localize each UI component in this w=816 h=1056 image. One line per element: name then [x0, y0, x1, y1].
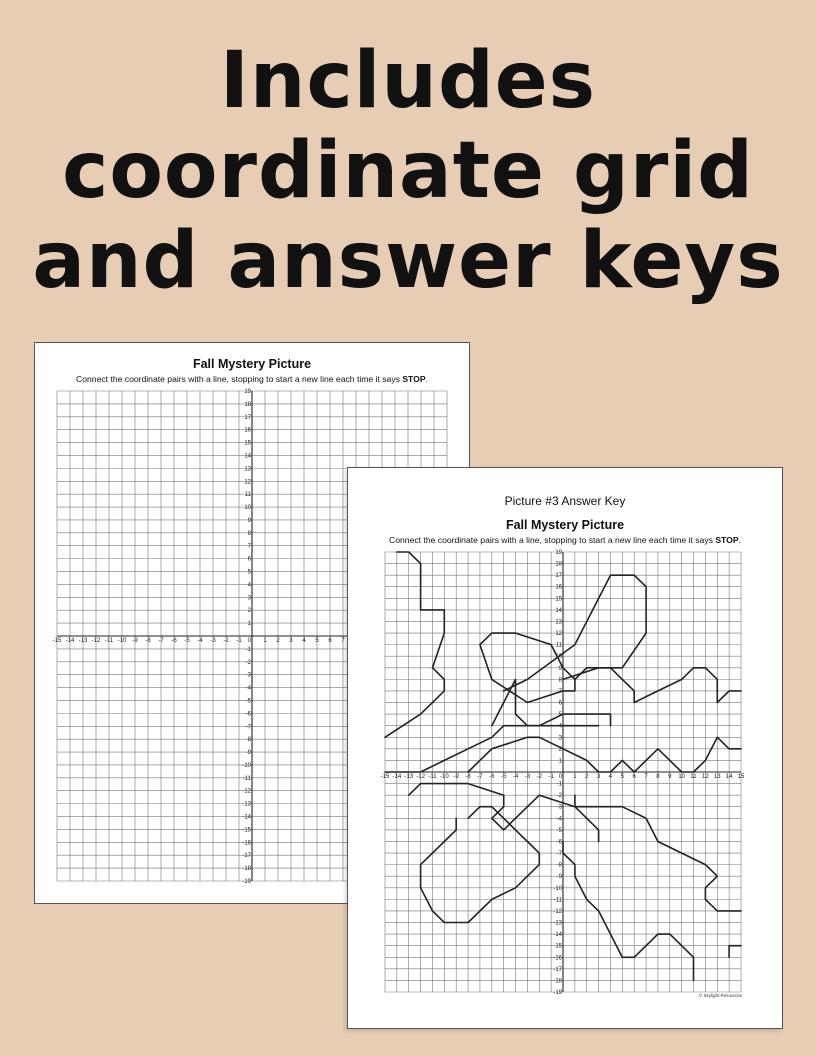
x-tick-label: 12 — [702, 774, 709, 780]
headline — [0, 36, 816, 306]
instructions-text: Connect the coordinate pairs with a line, stopping to start a new line each time it says — [76, 374, 403, 384]
x-tick-label: 4 — [608, 774, 613, 780]
y-tick-label: -1 — [245, 646, 251, 653]
x-tick-label: 7 — [644, 774, 648, 780]
instructions-stop: STOP — [715, 535, 739, 545]
y-tick-label: 2 — [247, 608, 251, 615]
x-tick-label: -9 — [132, 638, 138, 644]
x-tick-label: -3 — [210, 638, 216, 644]
headline-line-2: coordinate grid — [62, 126, 754, 216]
y-tick-label: 18 — [244, 401, 251, 408]
x-tick-label: -3 — [524, 774, 531, 780]
y-tick-label: 5 — [558, 712, 562, 719]
x-tick-label: 3 — [289, 638, 293, 644]
y-tick-label: -6 — [556, 839, 562, 846]
x-tick-label: 10 — [678, 774, 686, 780]
x-tick-label: 2 — [585, 774, 589, 780]
x-tick-label: 5 — [315, 638, 319, 644]
instructions-stop: STOP — [402, 374, 426, 384]
x-tick-label: -15 — [380, 774, 390, 780]
x-tick-label: -5 — [500, 774, 507, 780]
x-tick-label: -1 — [548, 774, 554, 780]
y-tick-label: -12 — [553, 908, 562, 915]
x-tick-label: 5 — [620, 774, 625, 780]
x-tick-label: -13 — [78, 638, 88, 644]
x-tick-label: -15 — [52, 638, 62, 644]
y-tick-label: -10 — [242, 762, 251, 769]
headline-line-3: and answer keys — [32, 216, 784, 306]
y-tick-label: -17 — [553, 966, 562, 973]
x-tick-label: 4 — [302, 638, 306, 644]
y-tick-label: -19 — [553, 990, 562, 996]
y-tick-label: -5 — [245, 698, 251, 705]
y-tick-label: 13 — [244, 466, 251, 473]
y-tick-label: 16 — [244, 427, 251, 434]
y-tick-label: 13 — [555, 619, 562, 626]
y-tick-label: -11 — [553, 897, 562, 904]
y-tick-label: 15 — [555, 596, 562, 603]
y-tick-label: -9 — [556, 874, 562, 881]
x-tick-label: -4 — [197, 638, 203, 644]
instructions-text: Connect the coordinate pairs with a line, stopping to start a new line each time it says — [389, 535, 716, 545]
y-tick-label: -7 — [556, 851, 562, 858]
y-tick-label: 17 — [244, 414, 251, 421]
x-tick-label: 14 — [725, 774, 733, 780]
y-tick-label: -17 — [242, 853, 251, 860]
x-tick-label: -4 — [512, 774, 519, 780]
y-tick-label: 3 — [247, 595, 251, 602]
x-tick-label: -11 — [428, 774, 437, 780]
y-tick-label: -14 — [242, 814, 251, 821]
x-tick-label: -2 — [536, 774, 542, 780]
answer-key-label: Picture #3 Answer Key — [504, 494, 626, 508]
y-tick-label: 10 — [555, 654, 562, 661]
x-tick-label: -10 — [439, 774, 449, 780]
y-tick-label: 8 — [558, 677, 562, 684]
worksheet-instructions — [348, 535, 782, 545]
y-tick-label: 15 — [244, 440, 251, 447]
x-tick-label: 6 — [632, 774, 636, 780]
y-tick-label: -8 — [245, 737, 251, 744]
y-tick-label: -18 — [242, 866, 251, 873]
x-tick-label: -7 — [477, 774, 483, 780]
x-tick-label: -8 — [465, 774, 471, 780]
y-tick-label: 2 — [558, 746, 562, 753]
x-tick-label: 13 — [713, 774, 721, 780]
y-tick-label: 19 — [555, 550, 562, 556]
x-tick-label: 11 — [690, 774, 697, 780]
worksheet-instructions — [35, 374, 469, 384]
picture-line — [729, 946, 741, 958]
x-tick-label: -14 — [392, 774, 402, 780]
y-tick-label: 19 — [244, 389, 251, 395]
y-tick-label: 16 — [555, 584, 562, 591]
y-tick-label: 6 — [558, 700, 562, 707]
x-tick-label: 15 — [737, 774, 745, 780]
y-tick-label: -13 — [553, 920, 562, 927]
y-tick-label: -4 — [556, 816, 562, 823]
y-tick-label: 14 — [555, 607, 562, 614]
y-tick-label: -10 — [553, 885, 562, 892]
y-tick-label: 7 — [558, 688, 562, 695]
x-tick-label: 6 — [328, 638, 332, 644]
worksheet-title: Fall Mystery Picture — [192, 357, 312, 371]
x-tick-label: -6 — [489, 774, 495, 780]
x-tick-label: 3 — [596, 774, 601, 780]
x-tick-label: -14 — [65, 638, 75, 644]
y-tick-label: -12 — [242, 788, 251, 795]
y-tick-label: 9 — [558, 665, 562, 672]
y-tick-label: -4 — [245, 685, 251, 692]
y-tick-label: -3 — [245, 672, 251, 679]
x-tick-label: 1 — [573, 774, 577, 780]
y-tick-label: -3 — [556, 804, 562, 811]
y-tick-label: 6 — [247, 556, 251, 563]
y-tick-label: 11 — [244, 492, 251, 499]
y-tick-label: -2 — [245, 659, 251, 666]
y-tick-label: -1 — [556, 781, 562, 788]
y-tick-label: -16 — [242, 840, 251, 847]
y-tick-label: 12 — [244, 479, 251, 486]
y-tick-label: -2 — [556, 793, 562, 800]
y-tick-label: -13 — [242, 801, 251, 808]
instructions-end: . — [425, 374, 428, 384]
x-tick-label: -6 — [171, 638, 177, 644]
y-tick-label: -18 — [553, 978, 562, 985]
x-tick-label: -2 — [223, 638, 229, 644]
x-tick-label: -13 — [404, 774, 414, 780]
y-tick-label: 1 — [558, 758, 562, 765]
y-tick-label: 11 — [555, 642, 562, 649]
y-tick-label: 4 — [558, 723, 562, 730]
x-tick-label: -12 — [91, 638, 101, 644]
worksheet-title: Fall Mystery Picture — [505, 518, 625, 532]
x-tick-label: -11 — [104, 638, 114, 644]
x-tick-label: -7 — [158, 638, 164, 644]
y-tick-label: 14 — [244, 453, 251, 460]
y-tick-label: -11 — [242, 775, 251, 782]
y-tick-label: -5 — [556, 827, 562, 834]
x-tick-label: -9 — [453, 774, 459, 780]
x-tick-label: -5 — [184, 638, 190, 644]
y-tick-label: 4 — [247, 582, 251, 589]
headline-line-1: Includes — [219, 36, 597, 126]
y-tick-label: -15 — [553, 943, 562, 950]
x-tick-label: -12 — [416, 774, 425, 780]
y-tick-label: -19 — [242, 879, 251, 885]
instructions-end: . — [738, 535, 741, 545]
y-tick-label: -14 — [553, 932, 562, 939]
y-tick-label: 10 — [244, 505, 251, 512]
y-tick-label: -6 — [245, 711, 251, 718]
x-tick-label: 2 — [276, 638, 280, 644]
x-tick-label: -1 — [236, 638, 242, 644]
credit-text: © Skylight Resources — [698, 993, 742, 998]
x-tick-label: -10 — [117, 638, 127, 644]
answer-key-worksheet — [347, 467, 783, 1029]
x-tick-label: -8 — [145, 638, 151, 644]
origin-label: 0 — [247, 638, 251, 644]
origin-label: 0 — [558, 774, 562, 780]
y-tick-label: 18 — [555, 561, 562, 568]
y-tick-label: 8 — [247, 530, 251, 537]
y-tick-label: 12 — [555, 631, 562, 638]
picture-line — [468, 737, 741, 772]
y-tick-label: -7 — [245, 724, 251, 731]
y-tick-label: -9 — [245, 750, 251, 757]
y-tick-label: -8 — [556, 862, 562, 869]
x-tick-label: 1 — [263, 638, 267, 644]
y-tick-label: 5 — [247, 569, 251, 576]
y-tick-label: 9 — [247, 517, 251, 524]
x-tick-label: 7 — [341, 638, 345, 644]
y-tick-label: 17 — [555, 573, 562, 580]
y-tick-label: 7 — [247, 543, 251, 550]
x-tick-label: 9 — [668, 774, 672, 780]
y-tick-label: 3 — [558, 735, 562, 742]
y-tick-label: 1 — [247, 621, 251, 628]
x-tick-label: 8 — [656, 774, 660, 780]
y-tick-label: -16 — [553, 955, 562, 962]
y-tick-label: -15 — [242, 827, 251, 834]
